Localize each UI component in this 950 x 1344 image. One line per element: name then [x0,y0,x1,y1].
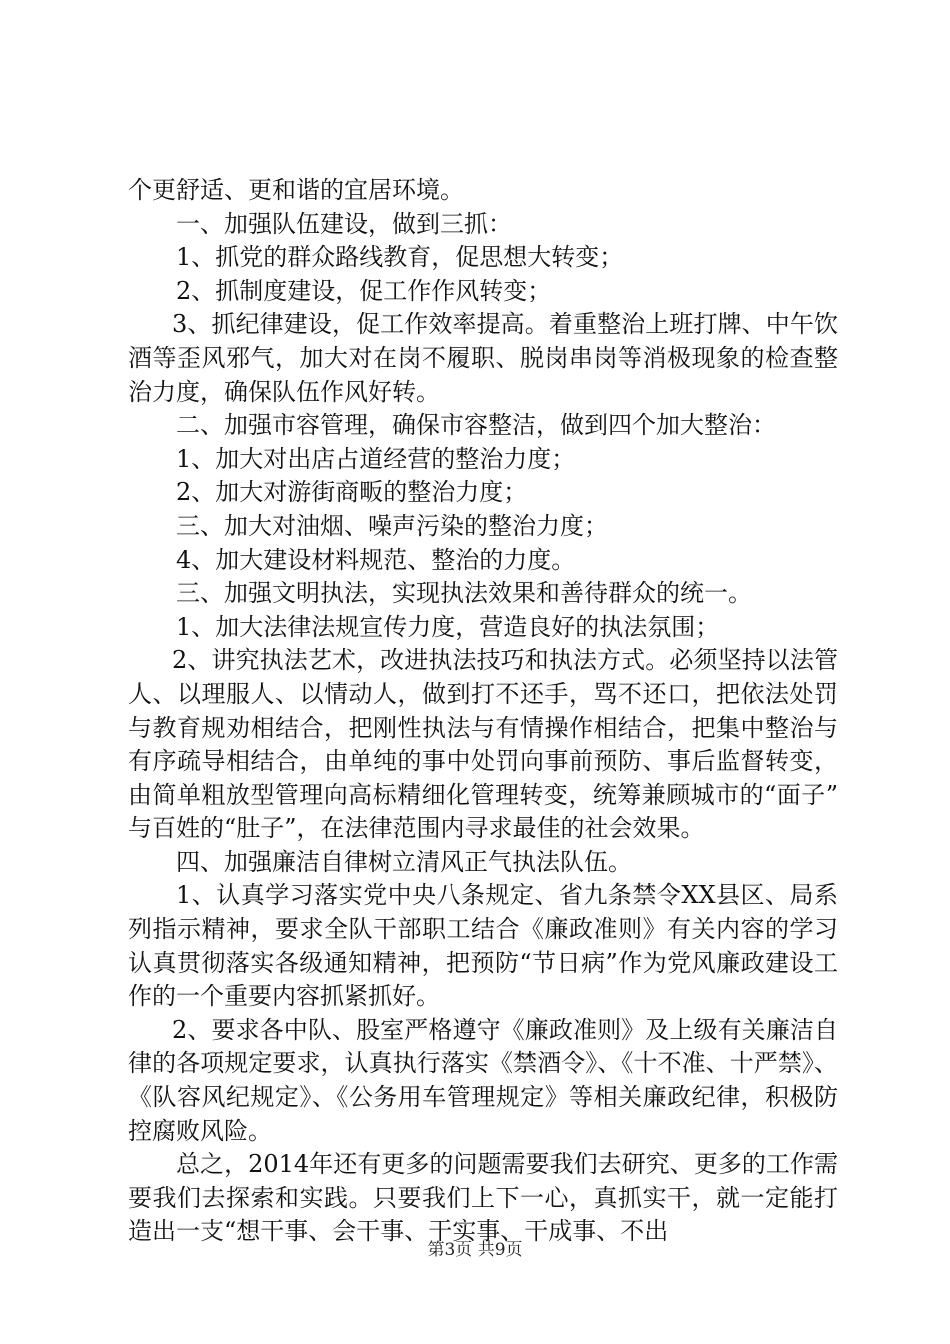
paragraph: 三、加大对油烟、噪声污染的整治力度； [176,511,608,540]
paragraph: 1、加大对出店占道经营的整治力度； [176,444,576,473]
paragraph: 2、要求各中队、股室严格遵守《廉政准则》及上级有关廉洁自律的各项规定要求，认真执行落实《禁酒令》、《十不准、十严禁》、《队容风纪规定》、《公务用车管理规定》等相关廉政纪律，积极防控腐败风险。 [128,1015,838,1145]
paragraph: 二、加强市容管理，确保市容整洁，做到四个加大整治： [176,411,776,440]
paragraph: 1、抓党的群众路线教育，促思想大转变； [176,243,624,272]
paragraph: 四、加强廉洁自律树立清风正气执法队伍。 [176,847,632,876]
paragraph: 三、加强文明执法，实现执法效果和善待群众的统一。 [176,579,752,608]
paragraph: 总之，2014年还有更多的问题需要我们去研究、更多的工作需要我们去探索和实践。只要我们上下一心，真抓实干，就一定能打造出一支“想干事、会干事、干实事、干成事、不出 [128,1150,838,1246]
paragraph: 1、认真学习落实党中央八条规定、省九条禁令XX县区、局系列指示精神，要求全队干部职工结合《廉政准则》有关内容的学习认真贯彻落实各级通知精神，把预防“节日病”作为党风廉政建设工作的一个重要内容抓紧抓好。 [128,881,838,1011]
paragraph: 1、加大法律法规宣传力度，营造良好的执法氛围； [176,612,720,641]
paragraph: 2、加大对游街商畈的整治力度； [176,478,528,507]
paragraph: 2、抓制度建设，促工作作风转变； [176,276,552,305]
document-body [128,174,838,1249]
paragraph: 2、讲究执法艺术，改进执法技巧和执法方式。必须坚持以法管人、以理服人、以情动人，做到打不还手，骂不还口，把依法处罚与教育规劝相结合，把刚性执法与有情操作相结合，把集中整治与有序疏导相结合，由单纯的事中处罚向事前预防、事后监督转变，由简单粗放型管理向高标精细化管理转变，统筹兼顾城市的“面子”与百姓的“肚子”，在法律范围内寻求最佳的社会效果。 [128,646,838,843]
paragraph: 3、抓纪律建设，促工作效率提高。着重整治上班打牌、中午饮酒等歪风邪气，加大对在岗不履职、脱岗串岗等消极现象的检查整治力度，确保队伍作风好转。 [128,310,838,406]
paragraph: 4、加大建设材料规范、整治的力度。 [176,545,576,574]
paragraph: 一、加强队伍建设，做到三抓： [176,209,512,238]
page-footer: 第3页 共9页 [427,1240,523,1260]
paragraph: 个更舒适、更和谐的宜居环境。 [128,176,464,204]
